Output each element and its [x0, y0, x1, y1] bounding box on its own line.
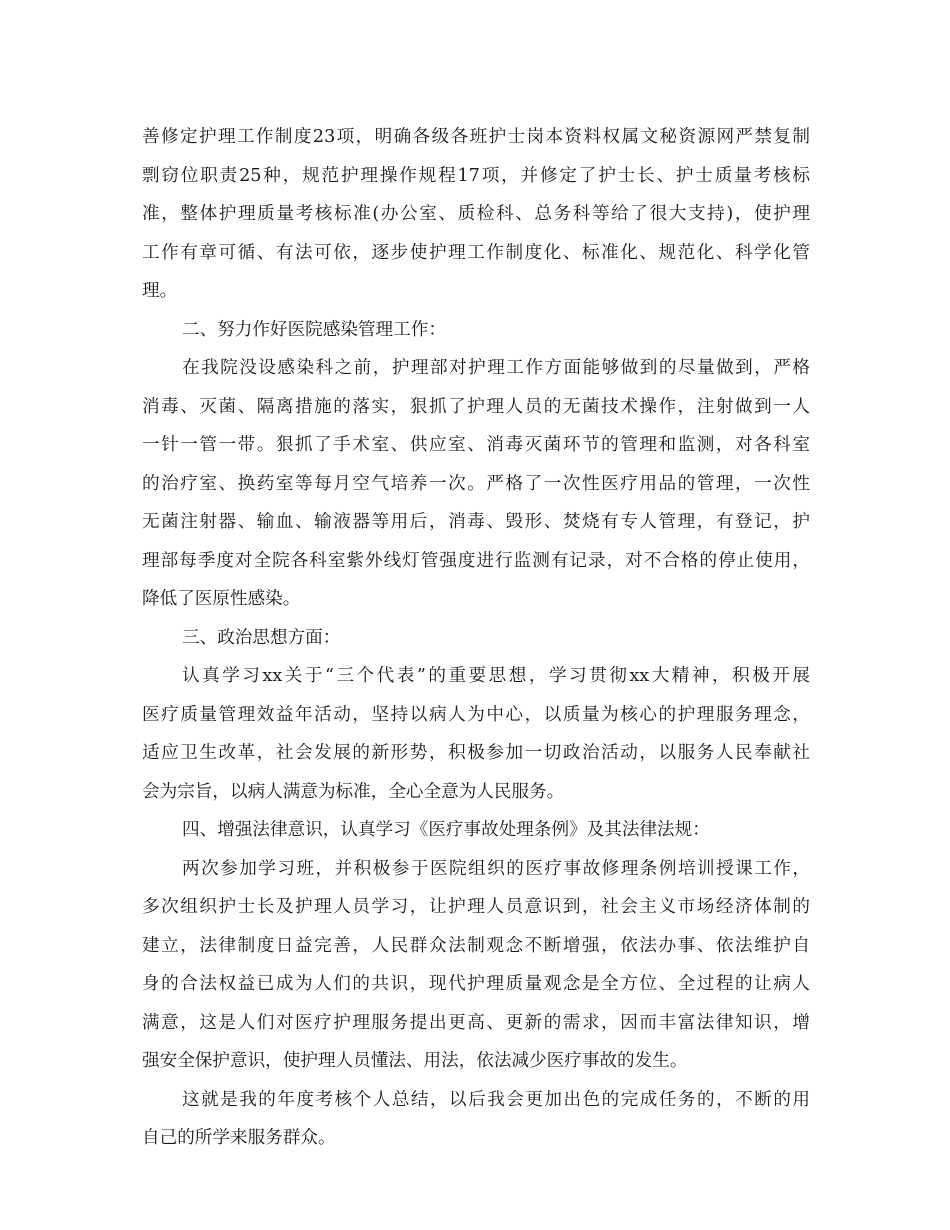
text-line: 自己的所学来服务群众。 — [142, 1128, 336, 1148]
text-line: 医疗质量管理效益年活动，坚持以病人为中心，以质量为核心的护理服务理念， — [142, 704, 810, 725]
section-heading: 四、增强法律意识，认真学习《医疗事故处理条例》及其法律法规： — [182, 820, 710, 840]
text-line: 适应卫生改革，社会发展的新形势，积极参加一切政治活动，以服务人民奉献社 — [142, 743, 810, 763]
text-line: 两次参加学习班，并积极参于医院组织的医疗事故修理条例培训授课工作， — [182, 858, 810, 879]
text-line: 强安全保护意识，使护理人员懂法、用法，依法减少医疗事故的发生。 — [142, 1051, 688, 1071]
text-line: 理。 — [142, 281, 178, 301]
text-line: 会为宗旨，以病人满意为标准，全心全意为人民服务。 — [142, 781, 565, 802]
text-line: 无菌注射器、输血、输液器等用后，消毒、毁形、焚烧有专人管理，有登记，护 — [142, 512, 810, 532]
text-line: 的治疗室、换药室等每月空气培养一次。严格了一次性医疗用品的管理，一次性 — [142, 473, 810, 494]
text-line: 降低了医原性感染。 — [142, 589, 301, 609]
text-line: 工作有章可循、有法可依，逐步使护理工作制度化、标准化、规范化、科学化管 — [142, 242, 810, 263]
text-line: 身的合法权益已成为人们的共识，现代护理质量观念是全方位、全过程的让病人 — [142, 974, 810, 994]
text-line: 理部每季度对全院各科室紫外线灯管强度进行监测有记录，对不合格的停止使用， — [142, 550, 810, 571]
text-line: 一针一管一带。狠抓了手术室、供应室、消毒灭菌环节的管理和监测，对各科室 — [142, 435, 810, 455]
text-line: 这就是我的年度考核个人总结，以后我会更加出色的完成任务的，不断的用 — [182, 1089, 810, 1110]
text-line: 准，整体护理质量考核标准(办公室、质检科、总务科等给了很大支持)，使护理 — [142, 204, 810, 224]
text-line: 多次组织护士长及护理人员学习，让护理人员意识到，社会主义市场经济体制的 — [142, 897, 810, 917]
section-heading: 二、努力作好医院感染管理工作： — [182, 319, 446, 340]
section-heading: 三、政治思想方面： — [182, 627, 341, 648]
text-line: 消毒、灭菌、隔离措施的落实，狠抓了护理人员的无菌技术操作，注射做到一人 — [142, 396, 810, 417]
text-line: 满意，这是人们对医疗护理服务提出更高、更新的需求，因而丰富法律知识，增 — [142, 1012, 810, 1033]
text-line: 在我院没设感染科之前，护理部对护理工作方面能够做到的尽量做到，严格 — [182, 358, 810, 378]
text-line: 认真学习xx关于“三个代表”的重要思想，学习贯彻xx大精神，积极开展 — [182, 666, 810, 686]
document-page — [142, 118, 810, 1158]
text-line: 建立，法律制度日益完善，人民群众法制观念不断增强，依法办事、依法维护自 — [142, 935, 810, 956]
text-line: 善修定护理工作制度23项，明确各级各班护士岗本资料权属文秘资源网严禁复制 — [142, 127, 810, 147]
text-line: 剽窃位职责25种，规范护理操作规程17项，并修定了护士长、护士质量考核标 — [142, 165, 810, 186]
